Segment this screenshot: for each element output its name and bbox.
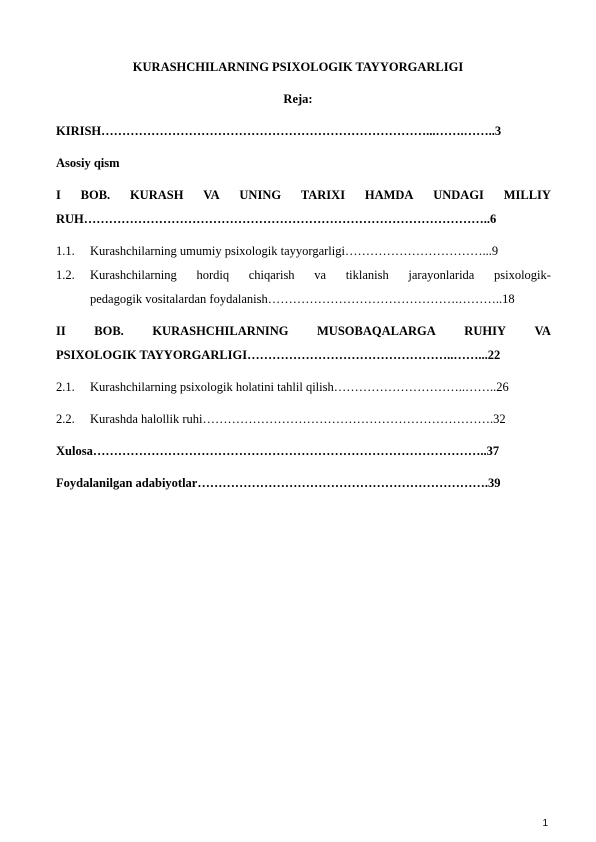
toc-kirish: KIRISH……………………………………………………………………...…….……..3 [56,124,502,138]
toc-bob1-line1 [56,188,551,203]
plan-heading: Reja: [283,92,313,106]
toc-bob1-word: BOB. [80,188,111,202]
toc-bob1-word: MILLIY [503,188,551,202]
toc-bob1-word: KURASH [129,188,184,202]
toc-item-1-2-word: chiqarish [248,268,295,282]
toc-item-1-2-word: psixologik- [494,268,551,282]
toc-bob1-word: UNDAGI [433,188,484,202]
toc-bob2-word: KURASHCHILARNING [152,324,289,338]
toc-bob2-word: VA [534,324,551,338]
toc-bob1-word: TARIXI [300,188,346,202]
toc-item-2-2: Kurashda halollik ruhi…………………………………………………………….32 [90,412,506,426]
toc-item-number: 1.2. [56,268,75,282]
toc-bob2-line1 [56,324,551,339]
toc-item-1-2-word: va [314,268,327,282]
toc-item-1-2-word: Kurashchilarning [90,268,177,282]
toc-foydalanilgan-adabiyotlar: Foydalanilgan adabiyotlar…………………………………………………………….39 [56,476,501,490]
toc-bob2-line2: PSIXOLOGIK TAYYORGARLIGI…………………………………………..……...22 [56,348,501,362]
document-title: KURASHCHILARNING PSIXOLOGIK TAYYORGARLIGI [132,60,464,74]
toc-item-1-2-word: hordiq [196,268,230,282]
toc-bob2-word: MUSOBAQALARGA [317,324,436,338]
toc-item-number: 2.2. [56,412,75,426]
toc-item-1-2-word: jarayonlarida [408,268,475,282]
page-number: 1 [542,818,548,829]
toc-bob1-word: VA [203,188,220,202]
toc-item-number: 1.1. [56,244,75,258]
toc-item-1-2-line1 [90,268,551,283]
toc-bob2-word: II [56,324,66,338]
toc-bob2-word: RUHIY [464,324,506,338]
toc-item-1-1: Kurashchilarning umumiy psixologik tayyorgarligi……………………………...9 [90,244,499,258]
toc-item-1-2-word: tiklanish [345,268,389,282]
toc-item-number: 2.1. [56,380,75,394]
toc-item-1-2-line2: pedagogik vositalardan foydalanish……………………………………….………..18 [90,292,515,306]
toc-asosiy-qism: Asosiy qism [56,156,120,170]
toc-bob1-word: UNING [239,188,282,202]
toc-item-2-1: Kurashchilarning psixologik holatini tahlil qilish…………………………..……..26 [90,380,509,394]
toc-bob1-word: HAMDA [364,188,414,202]
toc-xulosa: Xulosa…………………………………………………………………………………..37 [56,444,500,458]
toc-bob1-line2: RUH……………………………………………………………………………………..6 [56,212,497,226]
toc-bob1-word: I [56,188,61,202]
toc-bob2-word: BOB. [94,324,124,338]
